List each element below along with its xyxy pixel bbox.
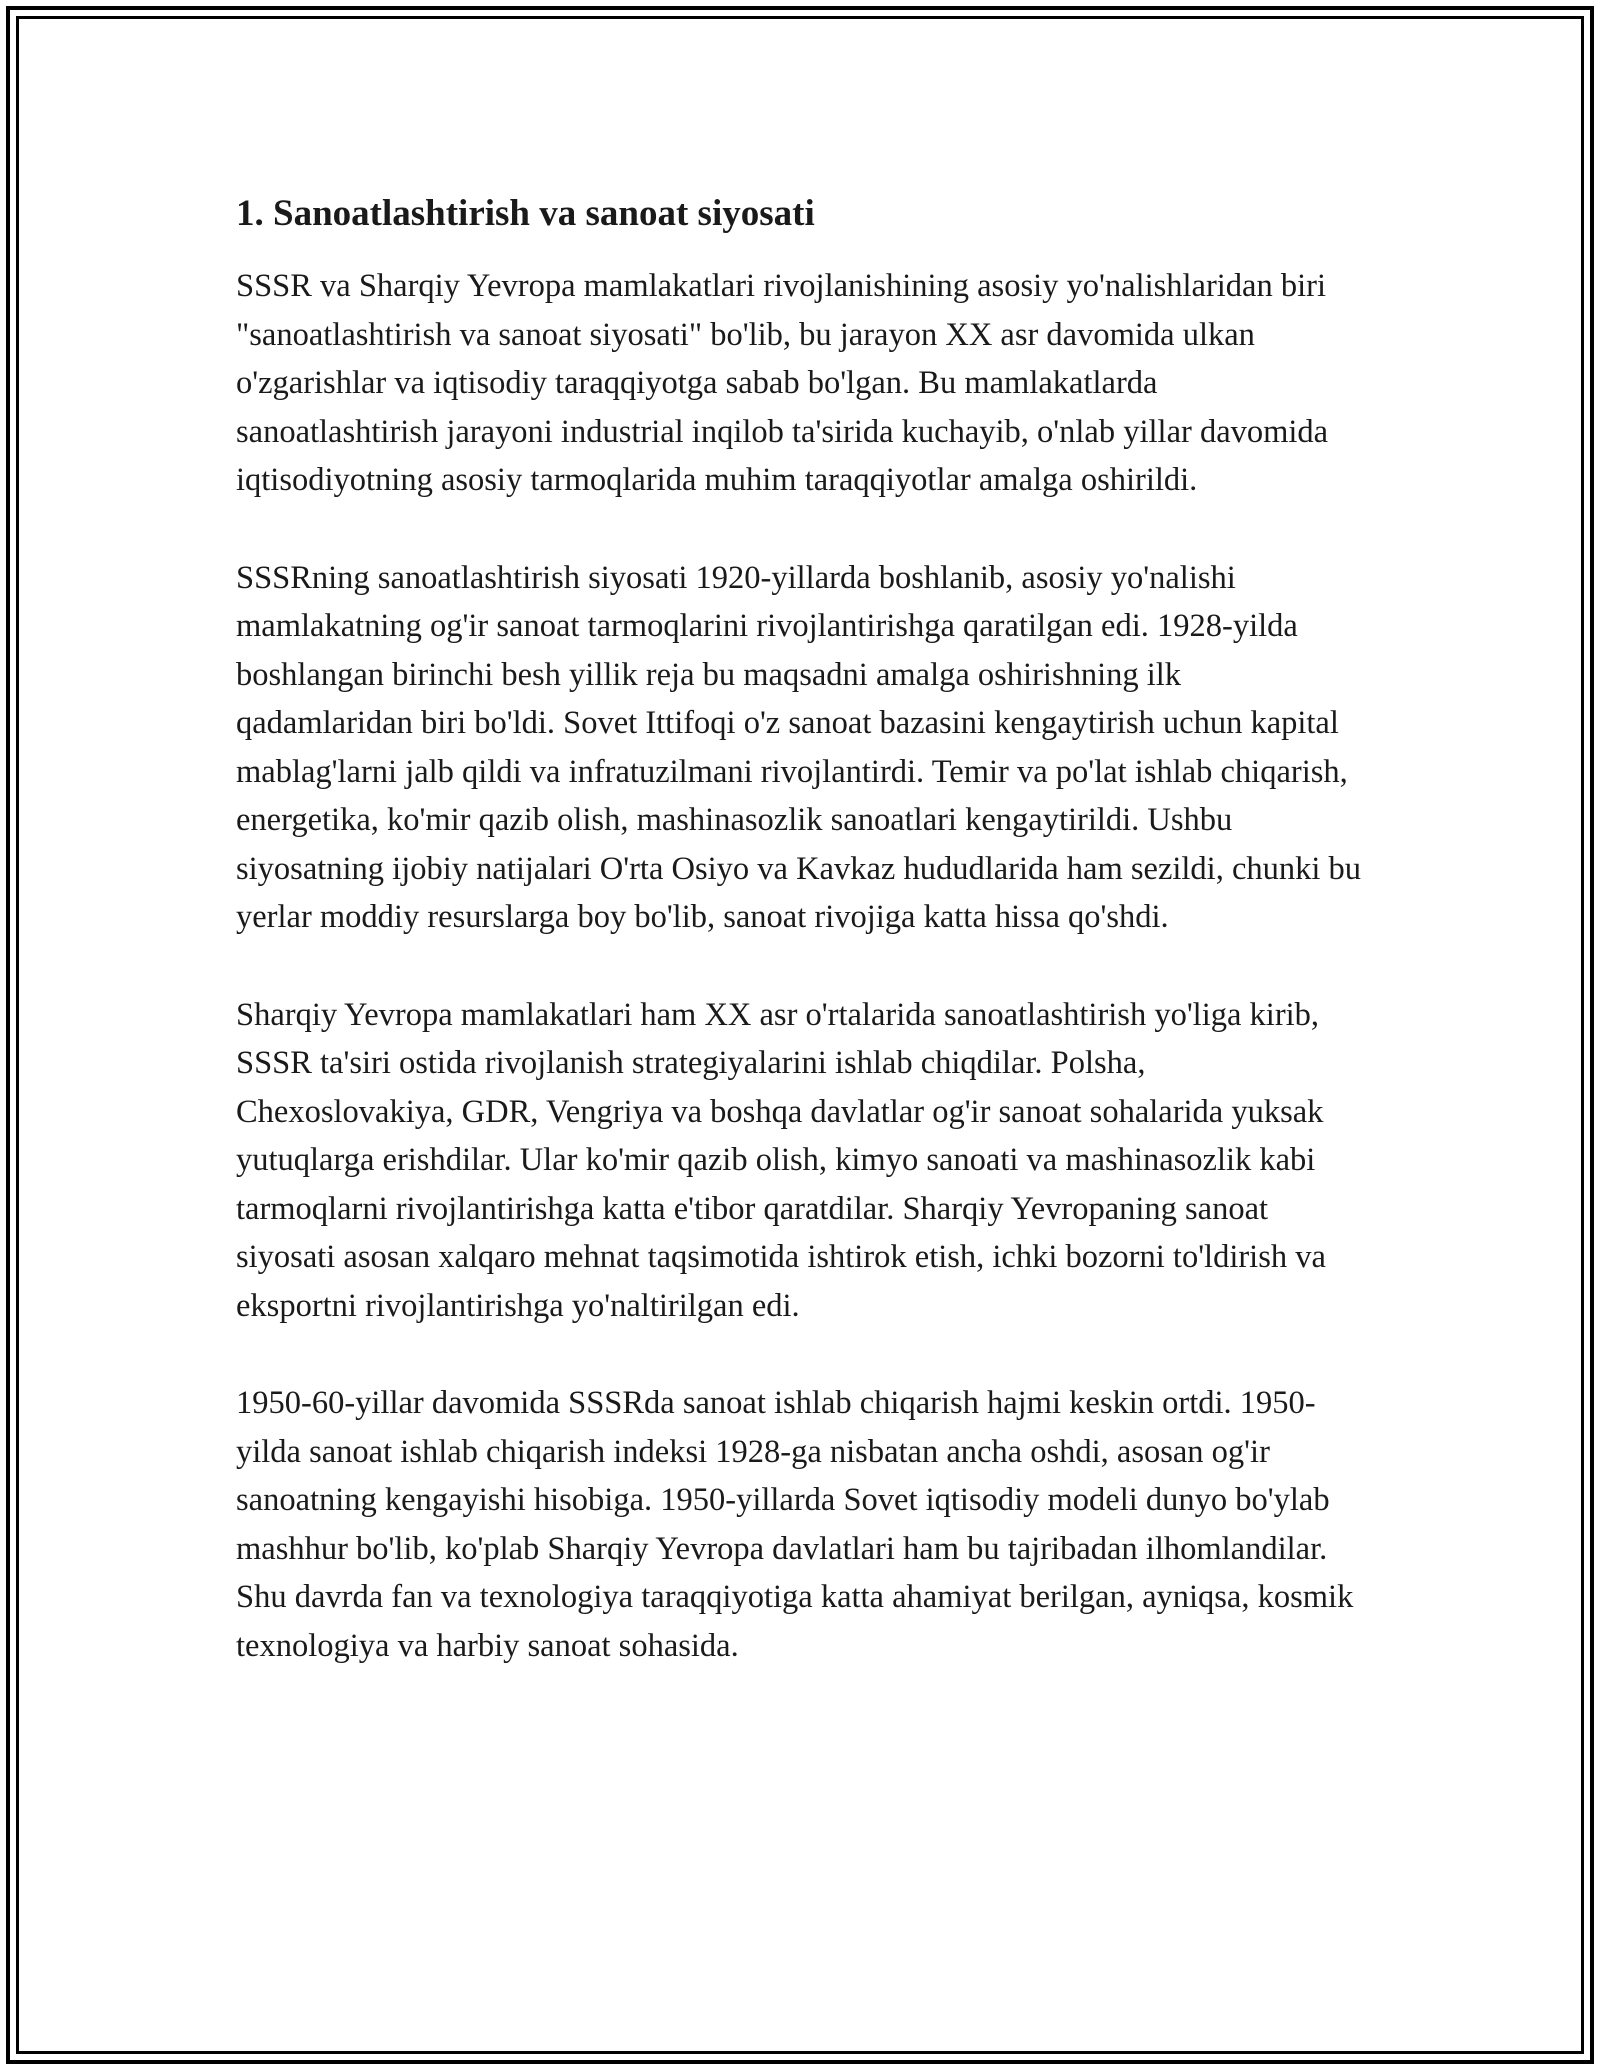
paragraph-3: Sharqiy Yevropa mamlakatlari ham XX asr o'rtalarida sanoatlashtirish yo'liga kirib, SSSR ta'siri ostida rivojlanish strategiyalarini ishlab chiqdilar. Polsha, Chexoslovakiya, GDR, Vengriya va boshqa davlatlar og'ir sanoat sohalarida yuksak yutuqlarga erishdilar. Ular ko'mir qazib olish, kimyo sanoati va mashinasozlik kabi tarmoqlarni rivojlantirishga katta e'tibor qaratdilar. Sharqiy Yevropaning sanoat siyosati asosan xalqaro mehnat taqsimotida ishtirok etish, ichki bozorni to'ldirish va eksportni rivojlantirishga yo'naltirilgan edi. bbox=[236, 996, 1326, 1324]
section-title: 1. Sanoatlashtirish va sanoat siyosati bbox=[236, 193, 815, 234]
paragraph-2: SSSRning sanoatlashtirish siyosati 1920-yillarda boshlanib, asosiy yo'nalishi mamlakatning og'ir sanoat tarmoqlarini rivojlantirishga qaratilgan edi. 1928-yilda boshlangan birinchi besh yillik reja bu maqsadni amalga oshirishning ilk qadamlaridan biri bo'ldi. Sovet Ittifoqi o'z sanoat bazasini kengaytirish uchun kapital mablag'larni jalb qildi va infratuzilmani rivojlantirdi. Temir va po'lat ishlab chiqarish, energetika, ko'mir qazib olish, mashinasozlik sanoatlari kengaytirildi. Ushbu siyosatning ijobiy natijalari O'rta Osiyo va Kavkaz hududlarida ham sezildi, chunki bu yerlar moddiy resurslarga boy bo'lib, sanoat rivojiga katta hissa qo'shdi. bbox=[236, 559, 1362, 935]
paragraph-4: 1950-60-yillar davomida SSSRda sanoat ishlab chiqarish hajmi keskin ortdi. 1950-yilda sanoat ishlab chiqarish indeksi 1928-ga nisbatan ancha oshdi, asosan og'ir sanoatning kengayishi hisobiga. 1950-yillarda Sovet iqtisodiy modeli dunyo bo'ylab mashhur bo'lib, ko'plab Sharqiy Yevropa davlatlari ham bu tajribadan ilhomlandilar. Shu davrda fan va texnologiya taraqqiyotiga katta ahamiyat berilgan, ayniqsa, kosmik texnologiya va harbiy sanoat sohasida. bbox=[236, 1385, 1354, 1664]
document-body bbox=[236, 186, 1366, 1719]
paragraph-1: SSSR va Sharqiy Yevropa mamlakatlari rivojlanishining asosiy yo'nalishlaridan biri "sanoatlashtirish va sanoat siyosati" bo'lib, bu jarayon XX asr davomida ulkan o'zgarishlar va iqtisodiy taraqqiyotga sabab bo'lgan. Bu mamlakatlarda sanoatlashtirish jarayoni industrial inqilob ta'sirida kuchayib, o'nlab yillar davomida iqtisodiyotning asosiy tarmoqlarida muhim taraqqiyotlar amalga oshirildi. bbox=[236, 268, 1329, 498]
